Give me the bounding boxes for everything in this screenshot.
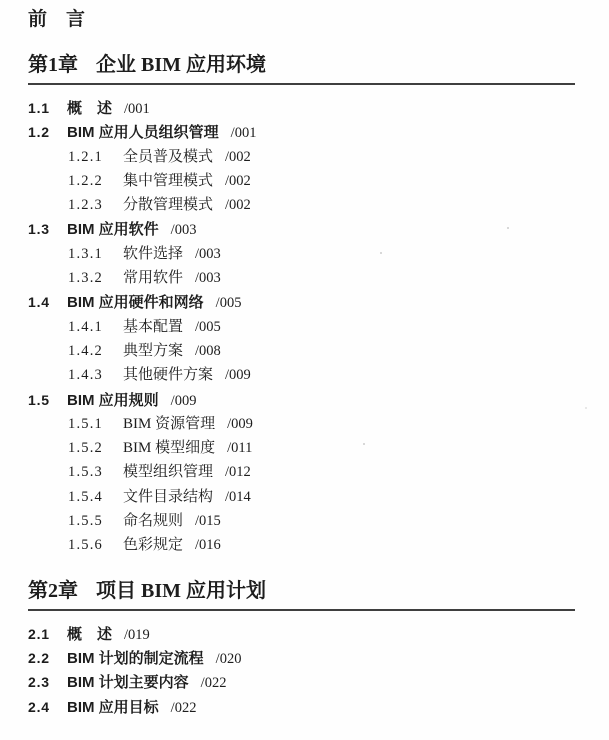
toc-entry-page: /020: [215, 650, 242, 667]
toc-entry: [28, 533, 609, 557]
toc-entry-title: BIM 应用硬件和网络: [67, 294, 204, 312]
toc-entry-page: /015: [195, 513, 221, 530]
toc-entry-page: /009: [170, 392, 197, 409]
toc-entry: [28, 646, 609, 670]
toc-entry-number: 1.5.1: [68, 415, 103, 432]
toc-entry-number: 1.3: [28, 221, 50, 238]
toc-entry-title: BIM 模型细度: [123, 440, 216, 457]
toc-entry: [28, 485, 609, 509]
toc-entry-number: 1.5.3: [68, 464, 103, 481]
toc-entry-page: /009: [225, 367, 251, 384]
toc-entry: [28, 193, 609, 217]
toc-entry-number: 1.4: [28, 294, 50, 311]
toc-entry-title: 模型组织管理: [123, 464, 214, 481]
toc-entry: [28, 96, 609, 120]
toc-entry-page: /014: [225, 488, 251, 505]
toc-entry-page: /009: [227, 415, 253, 432]
toc-entry: [28, 290, 609, 314]
chapter-2-heading: [28, 578, 575, 611]
toc-entry-title: 全员普及模式: [123, 148, 214, 165]
toc-entry: [28, 460, 609, 484]
toc-entry-number: 1.4.1: [68, 318, 103, 335]
toc-entry-number: 2.1: [28, 625, 50, 642]
toc-entry-number: 1.2.3: [68, 197, 103, 214]
toc-entry-title: BIM 应用人员组织管理: [67, 124, 219, 142]
chapter-1-section: [28, 52, 609, 558]
toc-entry-title: 其他硬件方案: [123, 367, 214, 384]
toc-entry-number: 1.4.2: [68, 342, 103, 359]
chapter-2-entry-list: [28, 622, 609, 719]
toc-entry-page: /019: [124, 626, 150, 643]
toc-entry-number: 2.3: [28, 674, 50, 691]
toc-entry-number: 1.2: [28, 124, 50, 141]
toc-entry-number: 1.4.3: [68, 367, 103, 384]
toc-entry: [28, 509, 609, 533]
toc-entry-title: 概 述: [67, 100, 113, 117]
toc-entry-page: /005: [195, 318, 221, 335]
toc-entry-number: 1.5.6: [68, 537, 103, 554]
scan-speck: [363, 443, 365, 445]
chapter-1-number: 第1章: [28, 54, 78, 76]
toc-entry-number: 1.5.5: [68, 513, 103, 530]
toc-entry-number: 2.4: [28, 698, 50, 715]
toc-entry-page: /008: [195, 342, 221, 359]
toc-entry-title: BIM 应用目标: [67, 698, 159, 716]
scan-speck: [507, 227, 509, 229]
toc-entry-number: 1.3.2: [68, 270, 103, 287]
toc-entry-number: 1.2.1: [68, 148, 103, 165]
toc-entry: [28, 339, 609, 363]
toc-entry: [28, 169, 609, 193]
toc-entry-page: /022: [200, 675, 227, 692]
toc-entry: [28, 266, 609, 290]
toc-entry: [28, 242, 609, 266]
toc-entry-title: 典型方案: [123, 342, 184, 359]
toc-entry-title: 软件选择: [123, 245, 184, 262]
toc-entry-title: BIM 资源管理: [123, 415, 216, 432]
toc-entry-page: /003: [195, 245, 221, 262]
toc-entry-page: /011: [227, 440, 253, 457]
chapter-2-number: 第2章: [28, 579, 78, 602]
toc-entry-page: /022: [170, 699, 197, 716]
toc-entry-number: 1.2.2: [68, 172, 103, 189]
toc-entry-number: 1.1: [28, 100, 50, 116]
toc-entry-page: /016: [195, 537, 221, 554]
toc-entry-number: 2.2: [28, 649, 50, 666]
scan-speck: [585, 407, 587, 409]
toc-entry-title: 文件目录结构: [123, 488, 214, 505]
toc-entry: [28, 145, 609, 169]
toc-entry-number: 1.5.4: [68, 488, 103, 505]
toc-entry-number: 1.3.1: [68, 245, 103, 262]
toc-entry-page: /002: [225, 172, 251, 189]
toc-entry-page: /001: [124, 101, 150, 117]
toc-entry: [28, 315, 609, 339]
chapter-1-entry-list: [28, 96, 609, 558]
toc-entry: [28, 120, 609, 144]
toc-entry: [28, 412, 609, 436]
toc-entry-number: 1.5: [28, 391, 50, 408]
toc-entry-title: 基本配置: [123, 318, 184, 335]
toc-entry-title: BIM 计划主要内容: [67, 674, 189, 692]
toc-entry-page: /003: [170, 222, 197, 239]
toc-entry-title: 概 述: [67, 625, 113, 643]
toc-entry-number: 1.5.2: [68, 440, 103, 457]
toc-entry-page: /005: [215, 295, 242, 312]
toc-entry-page: /012: [225, 464, 251, 481]
toc-entry-title: BIM 计划的制定流程: [67, 649, 204, 667]
toc-entry-title: 命名规则: [123, 513, 184, 530]
toc-entry: [28, 436, 609, 460]
chapter-2-title: 项目 BIM 应用计划: [96, 579, 266, 602]
toc-entry-title: 常用软件: [123, 270, 184, 287]
chapter-2-section: [28, 578, 609, 719]
toc-entry-page: /003: [195, 270, 221, 287]
toc-entry: [28, 670, 609, 694]
toc-entry-title: 色彩规定: [123, 537, 184, 554]
toc-entry: [28, 388, 609, 412]
chapter-1-title: 企业 BIM 应用环境: [96, 54, 266, 76]
toc-entry-page: /002: [225, 197, 251, 214]
toc-entry: [28, 217, 609, 241]
toc-entry-title: 分散管理模式: [123, 197, 214, 214]
toc-entry-title: BIM 应用软件: [67, 221, 159, 239]
toc-entry: [28, 363, 609, 387]
toc-entry-page: /001: [230, 125, 257, 142]
toc-entry: [28, 695, 609, 719]
toc-entry-page: /002: [225, 148, 251, 165]
scan-speck: [380, 252, 382, 254]
toc-entry-title: BIM 应用规则: [67, 391, 159, 409]
toc-entry-title: 集中管理模式: [123, 172, 214, 189]
toc-entry: [28, 622, 609, 646]
chapter-1-heading: [28, 52, 575, 85]
preface-heading: 前 言: [28, 9, 86, 30]
